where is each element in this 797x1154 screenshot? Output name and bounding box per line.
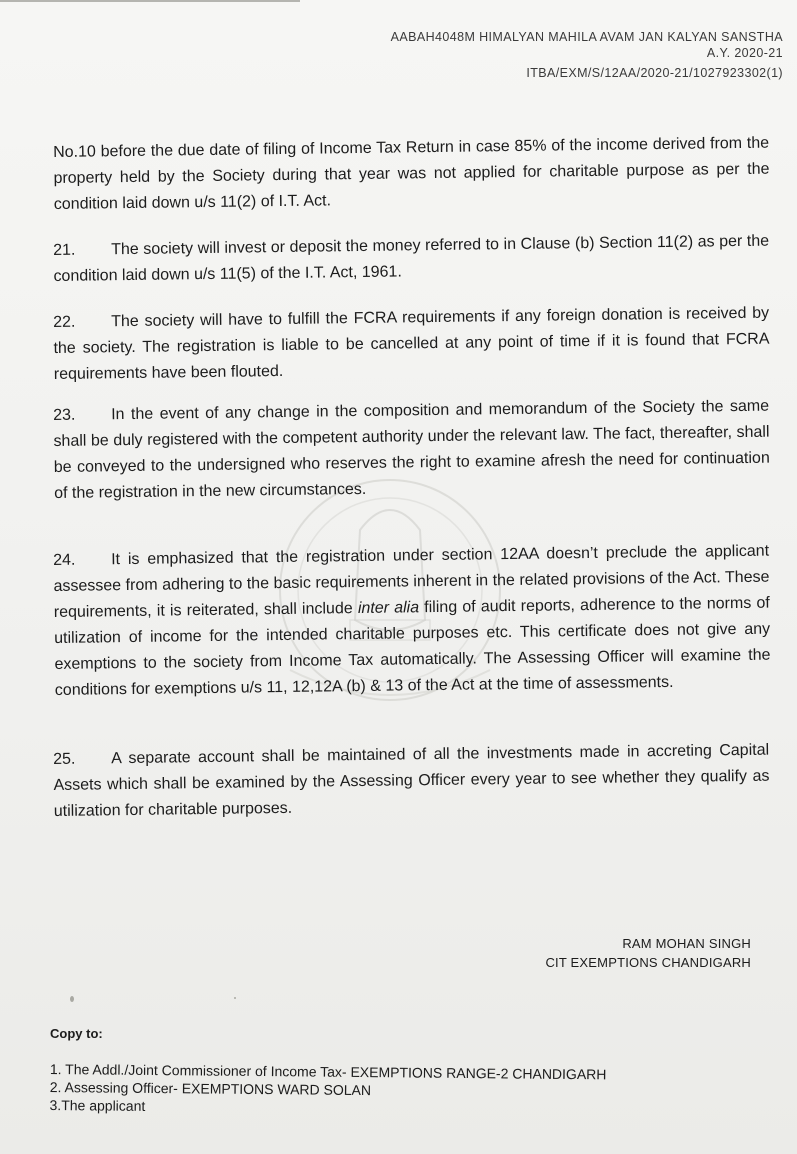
paragraph-text: It is emphasized that the registration under section 12AA doesn’t preclude the applicant assessee from adhering to the basic requirements inherent in the related provisions of the Act. These requirements, it is reiterated, shall include (53, 542, 770, 621)
paragraph-number: 24. (53, 551, 76, 569)
scan-edge (0, 0, 300, 2)
paragraph-number: 25. (53, 750, 76, 768)
paragraph-text: No.10 before the due date of filing of Income Tax Return in case 85% of the income derived from the property held by the Society during that year was not applied for charitable purpose as per the condition laid down u/s 11(2) of I.T. Act. (53, 134, 770, 213)
copy-to-item: 3.The applicant (49, 1096, 146, 1114)
header-assessment-year: A.Y. 2020-21 (706, 46, 783, 60)
paragraph-text: A separate account shall be maintained of all the investments made in accreting Capital Assets which shall be examined by the Assessing Officer every year to see whether they qualify as utilization for charitable purposes. (53, 741, 770, 820)
copy-to-item: 2. Assessing Officer- EXEMPTIONS WARD SOLAN (49, 1078, 372, 1099)
scan-speck (70, 996, 74, 1002)
paragraph-text: filing of audit reports, adherence to the norms of utilization of income for the intended charitable purposes etc. This certificate does not give any exemptions to the society from Income Tax automatically. The Assessing Officer will examine the conditions for exemptions u/s 11, 12,12A (b) & 13 of the Act at the time of assessments. (54, 594, 771, 699)
paragraph-25 (53, 738, 770, 825)
paragraph-number: 21. (53, 241, 76, 259)
copy-to-item: 1. The Addl./Joint Commissioner of Income Tax- EXEMPTIONS RANGE-2 CHANDIGARH (49, 1061, 607, 1083)
paragraph-21 (53, 229, 770, 290)
paragraph-text: In the event of any change in the composition and memorandum of the Society the same shall be duly registered with the competent authority under the relevant law. The fact, thereafter, shall be conveyed to the undersigned who reserves the right to examine afresh the need for continuation of the registration in the new circumstances. (53, 397, 770, 502)
paragraph-24 (53, 539, 771, 704)
signatory-name: RAM MOHAN SINGH (622, 936, 751, 951)
paragraph-italic-text: inter alia (357, 599, 420, 618)
header-pan-and-name: AABAH4048M HIMALYAN MAHILA AVAM JAN KALYAN SANSTHA (390, 30, 783, 44)
paragraph-number: 23. (53, 406, 76, 424)
signatory-designation: CIT EXEMPTIONS CHANDIGARH (545, 955, 751, 970)
paragraph-text: The society will invest or deposit the money referred to in Clause (b) Section 11(2) as per the condition laid down u/s 11(5) of the I.T. Act, 1961. (53, 232, 770, 285)
paragraph-23 (53, 394, 770, 507)
scan-speck (234, 997, 236, 999)
paragraph-22 (53, 301, 770, 388)
header-reference-number: ITBA/EXM/S/12AA/2020-21/1027923302(1) (526, 66, 783, 80)
copy-to-list (49, 1060, 749, 1121)
paragraph-number: 22. (53, 313, 76, 331)
paragraph-continuation (53, 131, 770, 218)
paragraph-text: The society will have to fulfill the FCRA requirements if any foreign donation is received by the society. The registration is liable to be cancelled at any point of time if it is found that FCRA requirements have been flouted. (53, 304, 770, 383)
copy-to-heading: Copy to: (50, 1026, 103, 1041)
